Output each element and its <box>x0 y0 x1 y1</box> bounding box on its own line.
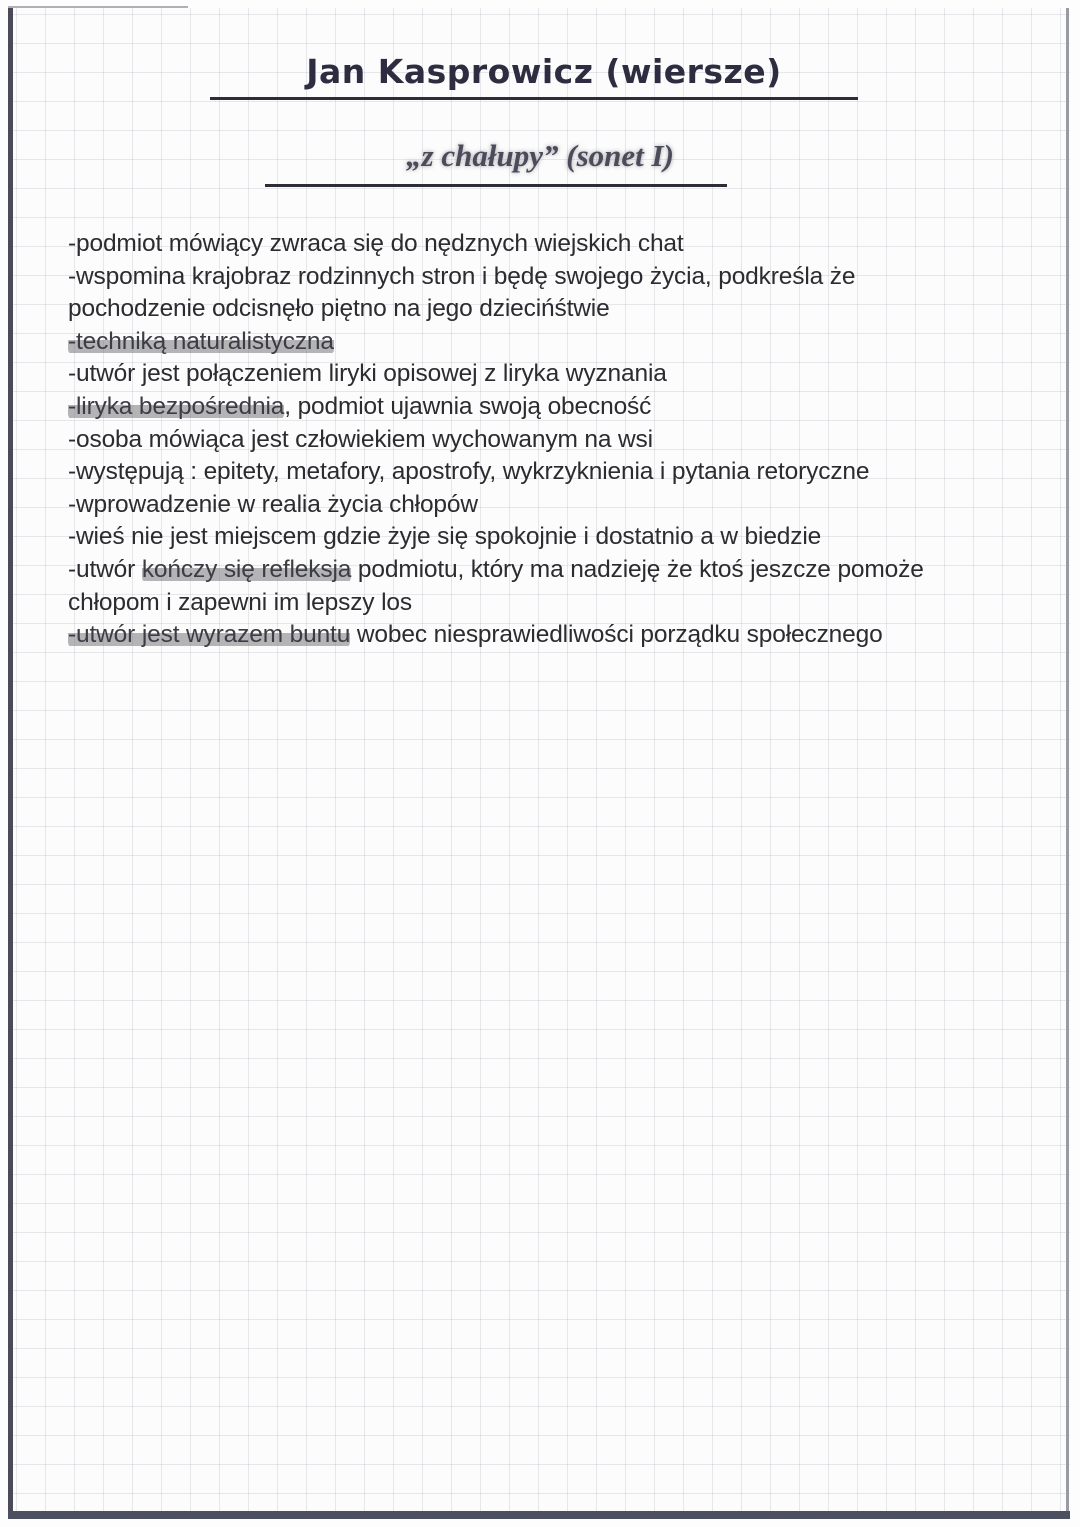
notes-body <box>68 228 1058 652</box>
poem-title-underline <box>265 184 727 187</box>
note-text: pochodzenie odcisnęło piętno na jego dziecińśtwie <box>68 295 610 323</box>
note-text: -utwór <box>68 555 142 583</box>
poem-title: „z chałupy” (sonet I) <box>406 138 674 173</box>
note-line <box>68 456 1058 489</box>
note-line <box>68 293 1058 326</box>
note-text: -utwór jest połączeniem liryki opisowej z liryka wyznania <box>68 360 667 388</box>
note-line <box>68 554 1058 587</box>
note-line <box>68 261 1058 294</box>
note-line <box>68 489 1058 522</box>
note-line <box>68 326 1058 359</box>
note-line <box>68 228 1058 261</box>
note-text: -podmiot mówiący zwraca się do nędznych wiejskich chat <box>68 230 684 257</box>
note-line <box>68 521 1058 554</box>
scan-edge-right <box>1066 8 1069 1518</box>
note-line <box>68 619 1058 652</box>
highlighted-text: -utwór jest wyrazem buntu <box>68 621 351 649</box>
note-text: -wieś nie jest miejscem gdzie żyje się spokojnie i dostatnio a w biedzie <box>68 523 822 551</box>
note-text: -występują : epitety, metafory, apostrofy, wykrzyknienia i pytania retoryczne <box>68 458 870 486</box>
note-line <box>68 424 1058 457</box>
highlighted-text: -liryka bezpośrednia <box>68 392 285 420</box>
note-text: , podmiot ujawnia swoją obecność <box>284 392 652 420</box>
page-title: Jan Kasprowicz (wiersze) <box>306 52 782 91</box>
note-text: podmiotu, który ma nadzieję że ktoś jeszcze pomoże <box>351 555 924 583</box>
title-underline <box>210 97 858 100</box>
scan-edge-bottom <box>8 1511 1070 1519</box>
note-line <box>68 358 1058 391</box>
scan-edge-left <box>8 8 13 1518</box>
highlighted-text: -techniką naturalistyczna <box>68 327 334 355</box>
note-text: chłopom i zapewni im lepszy los <box>68 588 412 616</box>
scan-edge-top <box>8 6 188 8</box>
note-text: wobec niesprawiedliwości porządku społecznego <box>350 621 883 649</box>
highlighted-text: kończy się refleksja <box>141 555 352 583</box>
note-line <box>68 391 1058 424</box>
note-line <box>68 587 1058 620</box>
note-text: -wspomina krajobraz rodzinnych stron i będę swojego życia, podkreśla że <box>68 262 856 290</box>
note-text: -wprowadzenie w realia życia chłopów <box>68 490 478 518</box>
note-text: -osoba mówiąca jest człowiekiem wychowanym na wsi <box>68 425 653 453</box>
